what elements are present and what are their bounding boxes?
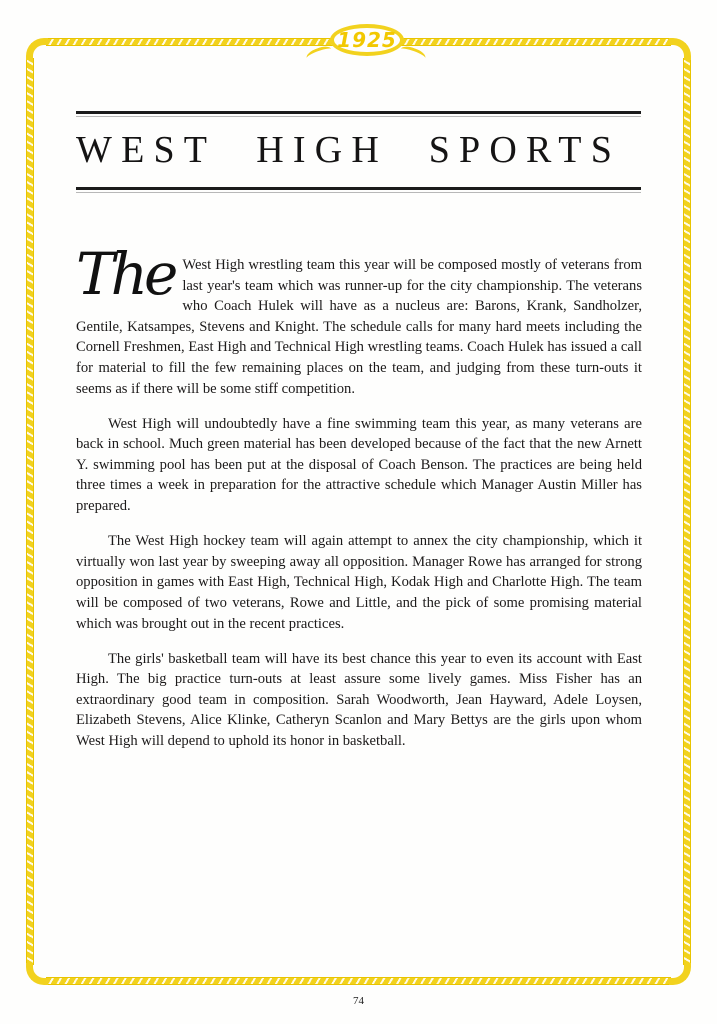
- rope-corner-top-right: [669, 38, 691, 60]
- rope-corner-bottom-right: [669, 963, 691, 985]
- rope-border-left: [26, 58, 34, 965]
- title-rule-bottom: [76, 187, 641, 193]
- article-body: [76, 240, 642, 766]
- rope-corner-top-left: [26, 38, 48, 60]
- rope-corner-bottom-left: [26, 963, 48, 985]
- rope-border-right: [683, 58, 691, 965]
- paragraph-wrestling-text: West High wrestling team this year will be composed mostly of veterans from last year's team which was runner-up for the city championship. The veterans who Coach Hulek will have as a nucleus are: Barons, Krank, Sandholzer, Gentile, Katsampes, Stevens and Knight. The schedule calls for many hard meets including the Cornell Freshmen, East High and Technical High wrestling teams. Coach Hulek has issued a call for material to fill the few remaining places on the team, and judging from these turn-outs it seems as if there will be some stiff competition.: [76, 257, 642, 397]
- page-number: 74: [353, 995, 364, 1007]
- page-title: WEST HIGH SPORTS: [76, 129, 622, 171]
- rope-border-bottom: [46, 977, 671, 985]
- paragraph-swimming: West High will undoubtedly have a fine swimming team this year, as many veterans are back in school. Much green material has been developed because of the fact that the new Arnett Y. swimming pool has been put at the disposal of Coach Benson. The practices are being held three times a week in preparation for the attractive schedule which Manager Austin Miller has prepared.: [76, 415, 642, 515]
- paragraph-hockey: The West High hockey team will again attempt to annex the city championship, which it virtually won last year by sweeping away all opposition. Manager Rowe has arranged for strong opposition in games with East High, Technical High, Kodak High and Charlotte High. The team will be composed of two veterans, Rowe and Little, and the pick of some promising material which was brought out in the recent practices.: [76, 533, 642, 632]
- paragraph-girls-basketball: The girls' basketball team will have its best chance this year to even its account with East High. The big practice turn-outs at least assure some lively games. Miss Fisher has an extraordinary good team in composition. Sarah Woodworth, Jean Hayward, Adele Loysen, Elizabeth Stevens, Alice Klinke, Catheryn Scanlon and Mary Bettys are the girls upon whom West High will depend to uphold its honor in basketball.: [76, 650, 642, 749]
- title-rule-top: [76, 111, 641, 117]
- dropcap-the: The: [76, 240, 175, 308]
- rope-knot-left: [305, 44, 333, 63]
- rope-knot-right: [399, 44, 427, 63]
- year-badge: 1925: [330, 24, 404, 56]
- paragraph-wrestling: [76, 240, 642, 399]
